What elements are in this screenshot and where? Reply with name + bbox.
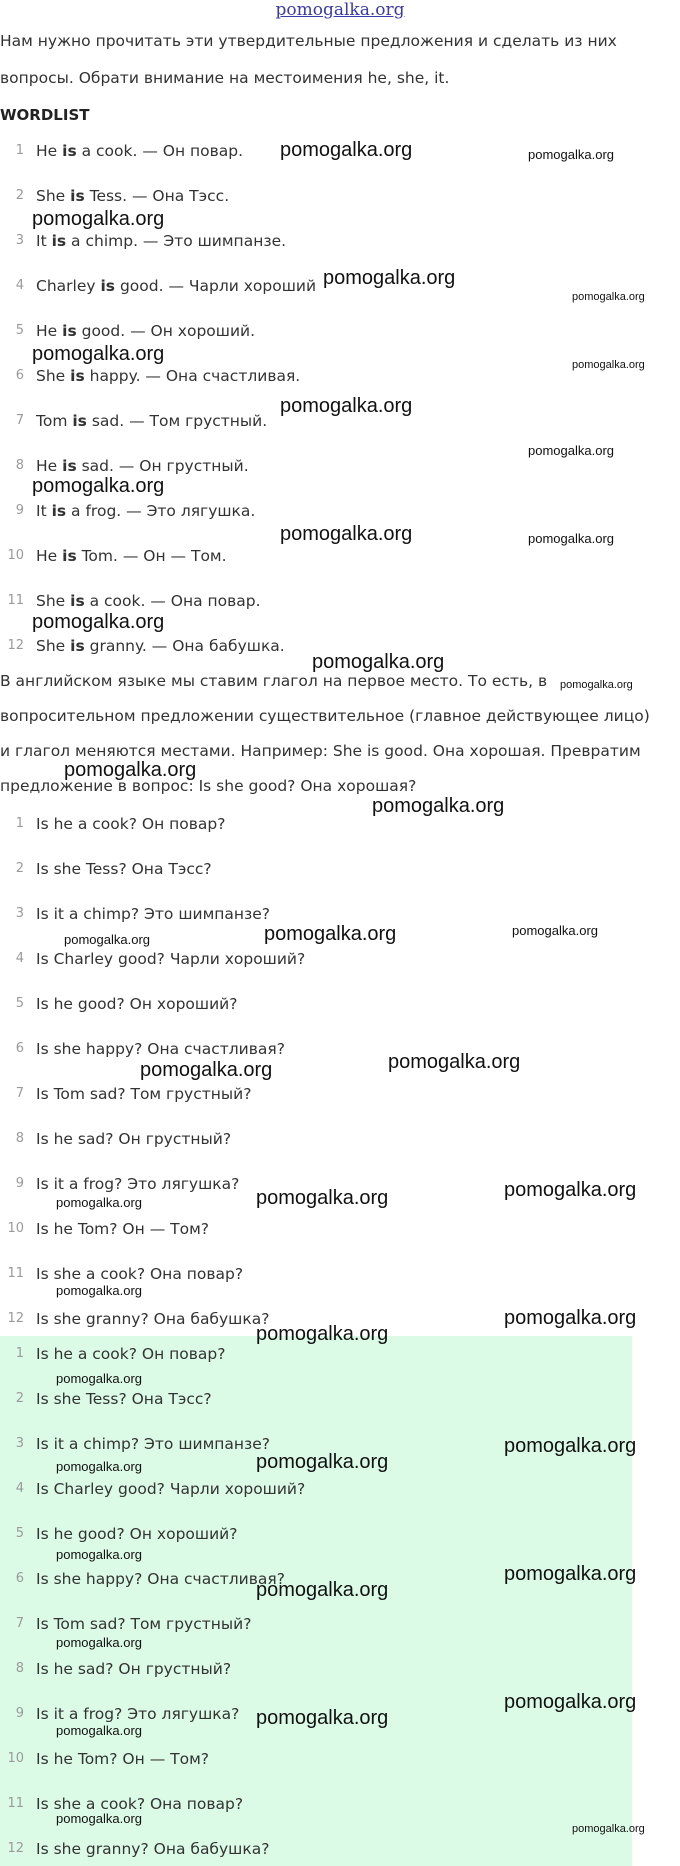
watermark-text: pomogalka.org [572, 291, 645, 303]
watermark-text: pomogalka.org [388, 1051, 521, 1073]
watermark-text: pomogalka.org [528, 443, 614, 458]
watermark-text: pomogalka.org [56, 1283, 142, 1298]
watermark-text: pomogalka.org [504, 1435, 637, 1457]
item-text: Is she happy? Она счастливая? [36, 1040, 285, 1058]
watermark-text: pomogalka.org [372, 795, 505, 817]
explanation-line-4: предложение в вопрос: Is she good? Она хорошая? [0, 777, 417, 795]
item-text: Is it a frog? Это лягушка? [36, 1175, 240, 1193]
item-text [36, 409, 267, 433]
item-verb: is [51, 232, 67, 250]
item-verb: is [70, 637, 85, 655]
item-text: Is Tom sad? Том грустный? [36, 1085, 252, 1103]
item-number: 12 [7, 638, 24, 653]
item-text: Is she a cook? Она повар? [36, 1795, 244, 1813]
watermark-text: pomogalka.org [280, 395, 413, 417]
watermark-text: pomogalka.org [56, 1547, 142, 1562]
wordlist-title: WORDLIST [0, 106, 90, 124]
watermark-text: pomogalka.org [64, 759, 197, 781]
watermark-text: pomogalka.org [56, 1811, 142, 1826]
item-number: 3 [15, 1436, 24, 1451]
item-verb: is [70, 592, 85, 610]
watermark-text: pomogalka.org [56, 1635, 142, 1650]
watermark-text: pomogalka.org [256, 1187, 389, 1209]
watermark-text: pomogalka.org [56, 1195, 142, 1210]
item-rest: a chimp. — Это шимпанзе. [66, 232, 287, 250]
item-number: 6 [15, 1041, 24, 1056]
item-text [36, 274, 316, 298]
item-number: 7 [15, 413, 24, 428]
item-number: 8 [15, 1131, 24, 1146]
watermark-text: pomogalka.org [32, 611, 165, 633]
item-text: Is he Tom? Он — Том? [36, 1220, 209, 1238]
item-number: 1 [15, 816, 24, 831]
item-number: 5 [15, 1526, 24, 1541]
watermark-text: pomogalka.org [528, 147, 614, 162]
item-number: 10 [7, 1751, 24, 1766]
item-rest: Tess. — Она Тэсс. [84, 187, 230, 205]
item-text: Is it a chimp? Это шимпанзе? [36, 905, 271, 923]
item-text [36, 589, 261, 613]
item-subject: Charley [36, 277, 101, 295]
header-site-link[interactable]: pomogalka.org [275, 0, 405, 20]
item-number: 11 [7, 1796, 24, 1811]
item-rest: happy. — Она счастливая. [84, 367, 301, 385]
item-number: 11 [7, 593, 24, 608]
watermark-text: pomogalka.org [323, 267, 456, 289]
item-number: 9 [15, 1176, 24, 1191]
item-number: 7 [15, 1616, 24, 1631]
item-number: 10 [7, 548, 24, 563]
watermark-text: pomogalka.org [264, 923, 397, 945]
watermark-text: pomogalka.org [504, 1691, 637, 1713]
item-subject: He [36, 322, 63, 340]
item-text: Is she happy? Она счастливая? [36, 1570, 285, 1588]
item-text: Is he good? Он хороший? [36, 1525, 238, 1543]
item-number: 9 [15, 503, 24, 518]
intro-line-2: вопросы. Обрати внимание на местоимения he, she, it. [0, 69, 450, 87]
explanation-line-1: В английском языке мы ставим глагол на первое место. То есть, в [0, 672, 548, 690]
watermark-text: pomogalka.org [32, 208, 165, 230]
item-number: 12 [7, 1841, 24, 1856]
watermark-text: pomogalka.org [312, 651, 445, 673]
watermark-text: pomogalka.org [140, 1059, 273, 1081]
item-subject: It [36, 502, 52, 520]
item-verb: is [70, 367, 85, 385]
item-rest: sad. — Он грустный. [76, 457, 249, 475]
item-number: 1 [15, 1346, 24, 1361]
item-number: 4 [15, 1481, 24, 1496]
item-text: Is she Tess? Она Тэсс? [36, 1390, 212, 1408]
item-rest: sad. — Том грустный. [86, 412, 268, 430]
item-number: 3 [15, 233, 24, 248]
item-text [36, 364, 300, 388]
item-number: 3 [15, 906, 24, 921]
item-rest: good. — Он хороший. [76, 322, 256, 340]
item-verb: is [51, 502, 67, 520]
watermark-text: pomogalka.org [528, 531, 614, 546]
watermark-text: pomogalka.org [256, 1579, 389, 1601]
item-rest: a cook. — Она повар. [84, 592, 261, 610]
item-subject: She [36, 637, 71, 655]
watermark-text: pomogalka.org [560, 679, 633, 691]
watermark-text: pomogalka.org [504, 1563, 637, 1585]
item-number: 4 [15, 278, 24, 293]
item-subject: It [36, 232, 52, 250]
item-text: Is he a cook? Он повар? [36, 1345, 226, 1363]
item-verb: is [62, 547, 77, 565]
item-subject: He [36, 457, 63, 475]
item-number: 8 [15, 1661, 24, 1676]
watermark-text: pomogalka.org [280, 523, 413, 545]
item-verb: is [72, 412, 87, 430]
explanation-line-3: и глагол меняются местами. Например: She is good. Она хорошая. Превратим [0, 742, 641, 760]
item-verb: is [100, 277, 116, 295]
item-text: Is he sad? Он грустный? [36, 1130, 232, 1148]
item-subject: He [36, 547, 63, 565]
item-text [36, 634, 285, 658]
item-text: Is he sad? Он грустный? [36, 1660, 232, 1678]
watermark-text: pomogalka.org [56, 1371, 142, 1386]
item-rest: Tom. — Он — Том. [76, 547, 227, 565]
intro-line-1: Нам нужно прочитать эти утвердительные предложения и сделать из них [0, 32, 617, 50]
item-verb: is [62, 142, 77, 160]
item-text: Is Tom sad? Том грустный? [36, 1615, 252, 1633]
item-number: 2 [15, 188, 24, 203]
watermark-text: pomogalka.org [256, 1451, 389, 1473]
item-text: Is she granny? Она бабушка? [36, 1840, 270, 1858]
watermark-text: pomogalka.org [32, 343, 165, 365]
item-text: Is she Tess? Она Тэсс? [36, 860, 212, 878]
item-rest: granny. — Она бабушка. [84, 637, 285, 655]
item-number: 5 [15, 996, 24, 1011]
item-number: 4 [15, 951, 24, 966]
watermark-text: pomogalka.org [64, 932, 150, 947]
item-number: 12 [7, 1311, 24, 1326]
item-text: Is he a cook? Он повар? [36, 815, 226, 833]
watermark-text: pomogalka.org [504, 1307, 637, 1329]
item-number: 11 [7, 1266, 24, 1281]
item-verb: is [62, 457, 77, 475]
item-subject: She [36, 592, 71, 610]
watermark-text: pomogalka.org [512, 923, 598, 938]
watermark-text: pomogalka.org [32, 475, 165, 497]
item-number: 2 [15, 1391, 24, 1406]
item-text: Is Charley good? Чарли хороший? [36, 1480, 306, 1498]
item-number: 8 [15, 458, 24, 473]
watermark-text: pomogalka.org [256, 1323, 389, 1345]
item-subject: He [36, 142, 63, 160]
item-rest: a cook. — Он повар. [76, 142, 244, 160]
item-text: Is Charley good? Чарли хороший? [36, 950, 306, 968]
watermark-text: pomogalka.org [280, 139, 413, 161]
watermark-text: pomogalka.org [504, 1179, 637, 1201]
item-number: 1 [15, 143, 24, 158]
item-text [36, 229, 286, 253]
watermark-text: pomogalka.org [572, 359, 645, 371]
item-text [36, 139, 243, 163]
item-rest: a frog. — Это лягушка. [66, 502, 256, 520]
item-text [36, 544, 227, 568]
item-text: Is he Tom? Он — Том? [36, 1750, 209, 1768]
item-number: 9 [15, 1706, 24, 1721]
item-number: 10 [7, 1221, 24, 1236]
item-text: Is she granny? Она бабушка? [36, 1310, 270, 1328]
item-text [36, 499, 255, 523]
item-text: Is he good? Он хороший? [36, 995, 238, 1013]
item-text [36, 184, 229, 208]
item-subject: She [36, 187, 71, 205]
watermark-text: pomogalka.org [56, 1723, 142, 1738]
item-number: 7 [15, 1086, 24, 1101]
item-text [36, 319, 255, 343]
item-number: 5 [15, 323, 24, 338]
item-verb: is [62, 322, 77, 340]
watermark-text: pomogalka.org [256, 1707, 389, 1729]
item-text: Is she a cook? Она повар? [36, 1265, 244, 1283]
explanation-line-2: вопросительном предложении существительное (главное действующее лицо) [0, 707, 650, 725]
item-subject: She [36, 367, 71, 385]
item-text: Is it a chimp? Это шимпанзе? [36, 1435, 271, 1453]
watermark-text: pomogalka.org [572, 1823, 645, 1835]
item-verb: is [70, 187, 85, 205]
item-number: 2 [15, 861, 24, 876]
item-subject: Tom [36, 412, 73, 430]
item-number: 6 [15, 1571, 24, 1586]
watermark-text: pomogalka.org [56, 1459, 142, 1474]
item-rest: good. — Чарли хороший [115, 277, 317, 295]
item-number: 6 [15, 368, 24, 383]
item-text: Is it a frog? Это лягушка? [36, 1705, 240, 1723]
